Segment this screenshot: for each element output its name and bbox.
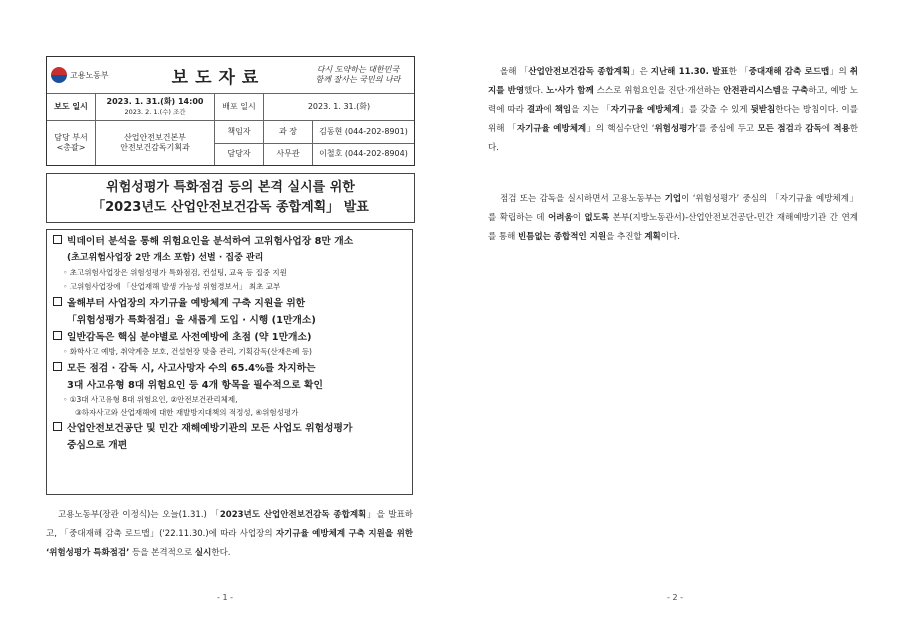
summary-box: 빅데이터 분석을 통해 위험요인을 분석하여 고위험사업장 8만 개소 (초고위험사업장 2만 개소 포함) 선별 · 집중 관리 ◦ 초고위험사업장은 위험성평가 특화점검, 컨설팅, 교육 등 집중 지원 ◦ 고위험사업장에 「산업재해 발생 가능성 위험경보서」 최초 교부 올해부터 사업장의 자기규율 예방체계 구축 지원을 위한 「위험성평가 특화점검」을 새롭게 도입 · 시행 (1만개소) 일반감독은 핵심 분야별로 사전예방에 초점 (약 1만개소) ◦ 화학사고 예방, 취약계층 보호, 건설현장 맞춤 관리, 기획감독(산재은폐 등) 모든 점검 · 감독 시, 사고사망자 수의 65.4%를 차지하는 3대 사고유형 8대 위험요인 등 4개 항목을 필수적으로 확인 ◦ ①3대 사고유형 8대 위험요인, ②안전보건관리체제, ③하자사고와 산업재해에 대한 재발방지대책의 적정성, ④위험성평가 산업안전보건공단 및 민간 재해예방기관의 모든 사업도 위험성평가 중심으로 개편 <box>46 229 413 495</box>
press-header-table <box>46 56 415 166</box>
headline-box <box>46 173 415 223</box>
ministry-name: 고용노동부 <box>70 70 109 80</box>
page-number: - 2 - <box>667 593 683 602</box>
summary-sub-1: ◦ 초고위험사업장은 위험성평가 특화점검, 컨설팅, 교육 등 집중 지원 <box>63 268 287 277</box>
distribution-value: 2023. 1. 31.(화) <box>307 102 371 111</box>
body-paragraph-3: 점검 또는 감독을 실시하면서 고용노동부는 기업이 ‘위험성평가’ 중심의 「자기규율 예방체계」를 확립하는 데 어려움이 없도록 본부(지방노동관서)-산업안전보건공단-민간 재해예방기관 간 연계를 통해 빈틈없는 종합적인 지원을 추진할 계획이다. <box>488 194 859 242</box>
department-value: 산업안전보건본부 안전보건감독기획과 <box>96 121 215 165</box>
checkbox-square-icon <box>53 331 62 340</box>
staff-label: 담당자 <box>215 144 264 166</box>
release-label: 보도 일시 <box>47 94 96 120</box>
checkbox-square-icon <box>53 235 62 244</box>
staff-contact: 이철호 (044-202-8904) <box>319 149 408 159</box>
summary-sub-4: ◦ ①3대 사고유형 8대 위험요인, ②안전보건관리체제, <box>63 395 238 404</box>
headline-line-2: 「2023년도 산업안전보건감독 종합계획」 발표 <box>92 200 369 215</box>
body-paragraph-2: 올해 「산업안전보건감독 종합계획」은 지난해 11.30. 발표한 「중대재해 감축 로드맵」의 취지를 반영했다. 노·사가 함께 스스로 위험요인을 진단·개선하는 안전관리시스템을 구축하고, 예방 노력에 따라 결과에 책임을 지는 「자기규율 예방체계」를 갖출 수 있게 뒷받침한다는 방침이다. 이를 위해 「자기규율 예방체계」의 핵심수단인 ‘위험성평가’를 중심에 두고 모든 점검과 감독에 적용한다. <box>488 67 859 153</box>
contact-block <box>215 121 414 165</box>
government-slogan: 다시 도약하는 대한민국 함께 잘사는 국민의 나라 <box>315 65 401 84</box>
checkbox-square-icon <box>53 422 62 431</box>
summary-item-2: 올해부터 사업장의 자기규율 예방체계 구축 지원을 위한 <box>53 296 406 311</box>
summary-sub-3: ◦ 화학사고 예방, 취약계층 보호, 건설현장 맞춤 관리, 기획감독(산재은폐 등) <box>63 347 312 356</box>
taegeuk-emblem-icon <box>51 67 67 83</box>
ministry-logo <box>47 67 135 83</box>
distribution-label: 배포 일시 <box>215 94 264 120</box>
page-2 <box>450 0 900 636</box>
page-number: - 1 - <box>217 593 233 602</box>
summary-item-4: 모든 점검 · 감독 시, 사고사망자 수의 65.4%를 차지하는 <box>53 361 406 376</box>
summary-item-5: 산업안전보건공단 및 민간 재해예방기관의 모든 사업도 위험성평가 <box>53 421 406 436</box>
checkbox-square-icon <box>53 362 62 371</box>
press-release-title: 보도자료 <box>171 67 266 88</box>
release-value: 2023. 1. 31.(화) 14:00 2023. 2. 1.(수) 조간 <box>96 94 215 120</box>
responsible-label: 책임자 <box>215 121 264 143</box>
summary-item-3: 일반감독은 핵심 분야별로 사전예방에 초점 (약 1만개소) <box>53 330 406 345</box>
department-label: 담당 부서 <총괄> <box>47 121 96 165</box>
responsible-title: 과 장 <box>264 121 313 143</box>
summary-item-1: 빅데이터 분석을 통해 위험요인을 분석하여 고위험사업장 8만 개소 <box>53 234 406 249</box>
summary-sub-2: ◦ 고위험사업장에 「산업재해 발생 가능성 위험경보서」 최초 교부 <box>63 282 281 291</box>
staff-title: 사무관 <box>264 144 313 166</box>
checkbox-square-icon <box>53 297 62 306</box>
headline-line-1: 위험성평가 특화점검 등의 본격 실시를 위한 <box>106 180 355 195</box>
body-paragraph-1: 고용노동부(장관 이정식)는 오늘(1.31.) 「2023년도 산업안전보건감독 종합계획」을 발표하고, 「중대재해 감축 로드맵」('22.11.30.)에 따라 사업장의 자기규율 예방체계 구축 지원을 위한 ‘위험성평가 특화점검’ 등을 본격적으로 실시한다. <box>46 510 414 558</box>
responsible-contact: 김동현 (044-202-8901) <box>319 126 408 136</box>
